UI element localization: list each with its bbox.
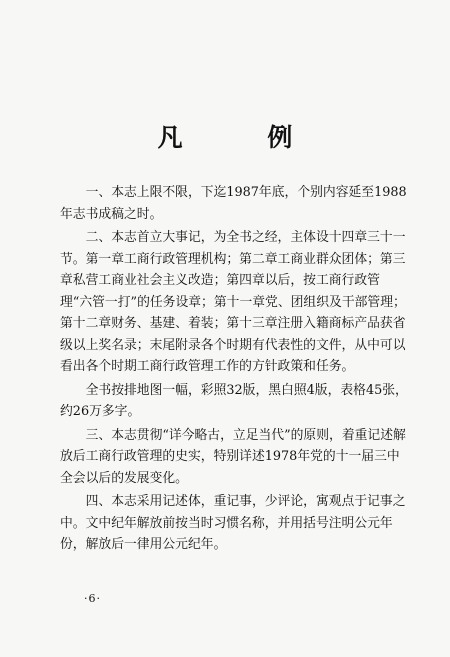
paragraph-style: 四、本志采用记述体，重记事，少评论，寓观点于记事之中。文中纪年解放前按当时习惯名称，并用括号注明公元年份，解放后一律用公元纪年。 xyxy=(60,494,406,552)
page-title: 凡 例 xyxy=(157,123,331,152)
page-number: ·6· xyxy=(84,592,101,605)
document-body xyxy=(60,182,410,558)
paragraph-principle: 三、本志贯彻“详今略古，立足当代”的原则，着重记述解放后工商行政管理的史实，特别详述1978年党的十一届三中全会以后的发展变化。 xyxy=(60,427,406,486)
paragraph-structure: 二、本志首立大事记，为全书之经，主体设十四章三十一节。第一章工商行政管理机构；第二章工商业群众团体；第三章私营工商业社会主义改造；第四章以后，按工商行政管理“六管一打”的任务设章；第十一章党、团组织及干部管理；第十二章财务、基建、着装；第十三章注册入籍商标产品获省级以上奖名录；末尾附录各个时期有代表性的文件，从中可以看出各个时期工商行政管理工作的方针政策和任务。 xyxy=(60,230,406,374)
paragraph-scope: 一、本志上限不限，下迄1987年底，个别内容延至1988年志书成稿之时。 xyxy=(60,185,407,222)
paragraph-content-stats: 全书按排地图一幅，彩照32版，黑白照4版，表格45张，约26万多字。 xyxy=(60,382,408,419)
